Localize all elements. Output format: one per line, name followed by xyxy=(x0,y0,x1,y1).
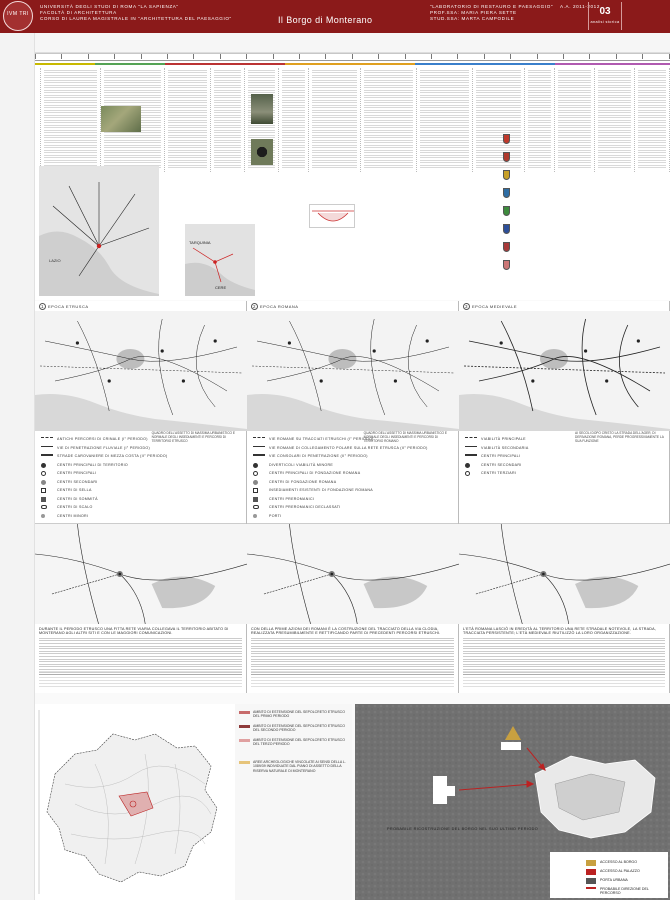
page-title: Il Borgo di Monterano xyxy=(278,15,373,25)
legend-symbol-icon xyxy=(41,488,46,493)
panel-heading xyxy=(39,303,89,310)
territory-road-map-svg xyxy=(459,311,670,431)
legend-label: INSEDIAMENTI ESISTENTI DI FONDAZIONE ROMANA xyxy=(269,488,373,492)
legend-symbol-icon xyxy=(41,437,53,441)
borgo-reconstruction-map xyxy=(355,704,670,900)
legend-label: CENTRI PREROMANICI xyxy=(269,496,315,501)
period-panel xyxy=(459,301,670,693)
bottom-section xyxy=(35,704,670,900)
legend-symbol-icon xyxy=(253,471,258,476)
legend-item xyxy=(251,495,454,504)
legend-item xyxy=(251,444,454,453)
legend-label: CENTRI DI SCALO xyxy=(57,505,93,509)
necropolis-legend-swatch xyxy=(239,761,250,764)
legend-item xyxy=(463,461,665,470)
ruler-tick xyxy=(35,54,36,59)
landscape-photo-1 xyxy=(101,106,141,132)
sheet-number: 03 xyxy=(599,6,611,17)
panel-description xyxy=(251,627,454,676)
legend-label: VIABILITÀ PRINCIPALE xyxy=(481,437,526,441)
period-color-line xyxy=(95,63,165,65)
legend-item xyxy=(39,469,242,478)
reconstruction-legend xyxy=(550,852,668,898)
reconstruction-legend-label: ACCESSO AL BORGO xyxy=(600,860,638,864)
legend-symbol-icon xyxy=(253,505,259,509)
necropolis-legend xyxy=(235,704,352,900)
map-label-cere: CERE xyxy=(215,285,227,290)
legend-label: DIVERTICOLI VIABILITÀ MINORE xyxy=(269,462,334,467)
ruler-tick xyxy=(88,54,89,59)
legend-label: CENTRI PRINCIPALI xyxy=(481,454,521,458)
coat-of-arms-icon xyxy=(503,206,510,216)
lab-block xyxy=(430,4,553,23)
necropolis-legend-swatch xyxy=(239,725,250,728)
reconstruction-legend-symbol-icon xyxy=(586,860,596,866)
timeline-text-lines xyxy=(598,70,631,170)
period-panels xyxy=(35,301,670,693)
legend-symbol-icon xyxy=(253,497,258,502)
legend-item xyxy=(251,469,454,478)
ruler-tick xyxy=(61,54,62,59)
legend-symbol-icon xyxy=(253,454,265,458)
legend-symbol-icon xyxy=(41,497,46,502)
timeline-text-column xyxy=(361,68,417,172)
ruler-tick xyxy=(669,54,670,59)
title-bar xyxy=(0,0,670,33)
legend-symbol-icon xyxy=(253,514,257,518)
ruler-tick xyxy=(114,54,115,59)
panel-description xyxy=(463,627,665,676)
university-seal-icon xyxy=(3,1,33,31)
ruler-tick xyxy=(352,54,353,59)
legend-label: CENTRI PRINCIPALI DI TERRITORIO xyxy=(57,462,128,467)
ruler-tick xyxy=(537,54,538,59)
legend-symbol-icon xyxy=(253,480,258,485)
necropolis-territory-map xyxy=(35,704,235,900)
legend-item xyxy=(39,444,242,453)
legend-label: CENTRI DI SELLA xyxy=(57,488,92,492)
reconstruction-legend-label: PROBABILE DIREZIONE DEL PERCORSO xyxy=(600,887,649,895)
territory-road-map-svg xyxy=(247,311,459,431)
university-name: UNIVERSITÀ DEGLI STUDI DI ROMA "LA SAPIENZA" xyxy=(40,4,179,9)
local-detail-map xyxy=(35,523,246,623)
legend-label: CENTRI MINORI xyxy=(57,513,89,518)
local-detail-map xyxy=(247,523,458,623)
legend-symbol-icon xyxy=(41,454,53,458)
timeline-text-column xyxy=(41,68,101,172)
necropolis-map-svg xyxy=(35,704,235,900)
timeline-text-column xyxy=(555,68,595,172)
panel-bibliography xyxy=(39,671,242,689)
reconstruction-legend-symbol-icon xyxy=(586,887,596,889)
academic-year: A.A. 2011-2012 xyxy=(560,4,600,9)
legend-label: CENTRI PRINCIPALI DI FONDAZIONE ROMANA xyxy=(269,471,361,475)
reconstruction-legend-symbol-icon xyxy=(586,869,596,875)
coat-of-arms-icon xyxy=(503,170,510,180)
legend-item xyxy=(251,512,454,521)
coat-of-arms-icon xyxy=(503,260,510,270)
legend-label: CENTRI TERZIARI xyxy=(481,471,517,475)
legend-item xyxy=(251,452,454,461)
necropolis-legend-swatch xyxy=(239,711,250,714)
timeline-text-lines xyxy=(168,70,207,170)
legend-label: VIE ROMANE DI COLLEGAMENTO POLARE SULLA RETE ETRUSCA (II° PERIODO) xyxy=(269,445,428,450)
ruler-tick xyxy=(589,54,590,59)
panel-legend xyxy=(39,435,242,520)
legend-item xyxy=(39,503,242,512)
legend-label: CENTRI PREROMANICI DECLASSATI xyxy=(269,505,341,509)
timeline-text-lines xyxy=(44,70,97,170)
legend-label: VIE DI PENETRAZIONE FLUVIALE (I° PERIODO) xyxy=(57,445,151,450)
legend-label: VIABILITÀ SECONDARIA xyxy=(481,445,529,450)
coat-of-arms-icon xyxy=(503,224,510,234)
legend-item xyxy=(251,486,454,495)
ruler-tick xyxy=(141,54,142,59)
ruler-tick xyxy=(299,54,300,59)
legend-item xyxy=(251,478,454,487)
coat-of-arms-icon xyxy=(503,242,510,252)
historical-timeline xyxy=(35,53,670,300)
necropolis-legend-item xyxy=(239,738,347,747)
reconstruction-title: PROBABILE RICOSTRUZIONE DEL BORGO NEL SUO ULTIMO PERIODO xyxy=(387,827,539,831)
panel-description-lead: DURANTE IL PERIODO ETRUSCO UNA FITTA RETE VIARIA COLLEGAVA IL TERRITORIO ABITATO DI MONTERANO AGLI ALTRI SITI E CON LE MAGGIORI COMUNICAZIONI. xyxy=(39,627,229,636)
ruler-tick xyxy=(273,54,274,59)
ruler-tick xyxy=(563,54,564,59)
legend-symbol-icon xyxy=(41,446,53,450)
period-color-line xyxy=(555,63,670,65)
necropolis-legend-item xyxy=(239,760,347,773)
coat-of-arms-icon xyxy=(503,134,510,144)
timeline-text-lines xyxy=(558,70,591,170)
legend-symbol-icon xyxy=(41,463,46,468)
ruler-tick xyxy=(484,54,485,59)
map-label-tarquinia: TARQUINIA xyxy=(189,240,211,245)
institution-block xyxy=(40,4,232,23)
legend-item xyxy=(39,512,242,521)
local-detail-map-svg xyxy=(247,524,459,624)
legend-item xyxy=(463,444,665,453)
necropolis-legend-label: AREE ARCHEOLOGICHE VINCOLATE AI SENSI DELLA L. 1089/39 INDIVIDUATE DAL PIANO DI ASSETTO DELLA RISERVA NATURALE DI MONTERANO xyxy=(253,760,346,773)
panel-bibliography xyxy=(463,671,665,689)
ruler-tick xyxy=(193,54,194,59)
legend-label: CENTRI SECONDARI xyxy=(57,479,98,484)
legend-label: CENTRI DI SOMMITÀ xyxy=(57,496,98,501)
legend-symbol-icon xyxy=(253,488,258,493)
legend-symbol-icon xyxy=(253,446,265,450)
period-color-line xyxy=(285,63,415,65)
legend-item xyxy=(39,478,242,487)
legend-item xyxy=(463,452,665,461)
legend-symbol-icon xyxy=(465,437,477,441)
section-drawing xyxy=(309,204,355,228)
coat-of-arms-icon xyxy=(503,152,510,162)
legend-symbol-icon xyxy=(465,471,470,476)
panel-note: QUADRO DELL'ASSETTO DI MASSIMA URBANISTICO E NORMALE DEGLI INSEDIAMENTI E PERCORSI DI TERRITORIO ETRUSCO xyxy=(151,431,236,444)
section-drawing-svg xyxy=(310,205,356,229)
timeline-text-lines xyxy=(476,70,521,170)
timeline-text-lines xyxy=(528,70,551,170)
ruler-tick xyxy=(457,54,458,59)
map-label-lazio: LAZIO xyxy=(49,258,61,263)
period-color-line xyxy=(415,63,555,65)
necropolis-legend-item xyxy=(239,724,347,733)
professor-name: PROF.SSA: MARIA PIERA SETTE xyxy=(430,10,517,16)
period-panel xyxy=(35,301,247,693)
left-margin xyxy=(0,33,35,900)
panel-title: EPOCA MEDIEVALE xyxy=(472,304,517,309)
timeline-text-column xyxy=(417,68,473,172)
ruler-tick xyxy=(642,54,643,59)
sheet-number-box xyxy=(588,2,622,30)
coat-of-arms-icon xyxy=(503,188,510,198)
necropolis-legend-label: AMBITO DI ESTENSIONE DEL SEPOLCRETO ETRUSCO DEL PRIMO PERIODO xyxy=(253,710,345,719)
necropolis-legend-label: AMBITO DI ESTENSIONE DEL SEPOLCRETO ETRUSCO DEL SECONDO PERIODO xyxy=(253,724,345,733)
panel-bibliography xyxy=(251,671,454,689)
legend-label: CENTRI PRINCIPALI xyxy=(57,471,97,475)
timeline-text-lines xyxy=(282,70,305,170)
ruins-photo-2 xyxy=(251,139,273,165)
ruins-photo-1 xyxy=(251,94,273,124)
necropolis-legend-swatch xyxy=(239,739,250,742)
necropolis-legend-item xyxy=(239,710,347,719)
ruler-tick xyxy=(616,54,617,59)
local-detail-map-svg xyxy=(35,524,247,624)
reconstruction-legend-label: PORTA URBANA xyxy=(600,878,628,882)
lab-name: "LABORATORIO DI RESTAURO E PAESAGGIO" xyxy=(430,4,554,9)
territory-road-map-svg xyxy=(35,311,247,431)
panel-description-lead: L'ETÀ ROMANA LASCIÒ IN EREDITÀ AL TERRITORIO UNA RETE STRADALE NOTEVOLE, LA STRADA, TRACCIATA PERSISTENTE; L'ETÀ MEDIEVALE RIUTILIZZÒ LA LORO ORGANIZZAZIONE. xyxy=(463,627,657,636)
legend-label: VIE ROMANE SU TRACCIATI ETRUSCHI (I° PERIODO) xyxy=(269,437,374,441)
territory-road-map xyxy=(459,311,669,431)
panel-title: EPOCA ROMANA xyxy=(260,304,299,309)
course-name: CORSO DI LAUREA MAGISTRALE IN "ARCHITETTURA DEL PAESAGGIO" xyxy=(40,16,232,22)
ruler-tick xyxy=(325,54,326,59)
timeline-text-column xyxy=(309,68,361,172)
territory-road-map xyxy=(247,311,458,431)
timeline-text-lines xyxy=(214,70,241,170)
legend-item xyxy=(463,469,665,478)
legend-symbol-icon xyxy=(253,437,265,441)
period-panel xyxy=(247,301,459,693)
ruler-tick xyxy=(378,54,379,59)
reconstruction-legend-label: ACCESSO AL PALAZZO xyxy=(600,869,640,873)
timeline-text-column xyxy=(473,68,525,172)
ruler-tick xyxy=(510,54,511,59)
ruler-tick xyxy=(405,54,406,59)
timeline-text-lines xyxy=(312,70,357,170)
legend-label: PORTI xyxy=(269,513,282,518)
legend-item xyxy=(39,461,242,470)
legend-label: STRADE CAROVANIERE DI MEZZA COSTA (II° PERIODO) xyxy=(57,454,168,458)
italy-region-map xyxy=(39,166,159,296)
tarquinia-map-svg xyxy=(185,224,255,296)
legend-item xyxy=(39,495,242,504)
legend-symbol-icon xyxy=(41,505,47,509)
timeline-text-lines xyxy=(364,70,413,170)
timeline-text-column xyxy=(279,68,309,172)
period-color-line xyxy=(165,63,285,65)
sheet-label: analisi storica xyxy=(590,20,620,24)
timeline-text-lines xyxy=(420,70,469,170)
panel-number: 1 xyxy=(40,304,44,309)
legend-label: VIE CONSOLARI DI PENETRAZIONE (II° PERIODO) xyxy=(269,454,368,458)
ruler-tick xyxy=(220,54,221,59)
panel-heading xyxy=(463,303,517,310)
legend-symbol-icon xyxy=(41,471,46,476)
panel-note: AI SECOLI DOPO CRISTO LA STRADA DELL'AGER, DI DERIVAZIONE ROMANA, PERDE PROGRESSIVAMENTE LA SUA FUNZIONE xyxy=(575,431,664,444)
top-strip xyxy=(35,33,670,53)
panel-description-lead: CON DELLA PRIME AZIONI DEI ROMANI È LA COSTRUZIONE DEL TRACCIATO DELLA VIA CLODIA, REALIZZATA PRESUMIBILMENTE E RETTIFICANDO PARTE DI PRECEDENTI PERCORSI ETRUSCHI. xyxy=(251,627,441,636)
panel-title: EPOCA ETRUSCA xyxy=(48,304,89,309)
italy-region-map-svg xyxy=(39,166,159,296)
panel-number: 2 xyxy=(252,304,256,309)
legend-label: CENTRI DI FONDAZIONE ROMANA xyxy=(269,479,337,484)
panel-heading xyxy=(251,303,298,310)
timeline-text-lines xyxy=(638,70,666,170)
panel-number: 3 xyxy=(464,304,468,309)
tarquinia-map xyxy=(185,224,255,296)
timeline-text-column xyxy=(525,68,555,172)
ruler-tick xyxy=(167,54,168,59)
ruler-tick xyxy=(246,54,247,59)
territory-road-map xyxy=(35,311,246,431)
legend-label: ANTICHI PERCORSI DI CRINALE (I° PERIODO) xyxy=(57,437,148,441)
timeline-text-column xyxy=(211,68,245,172)
local-detail-map-svg xyxy=(459,524,670,624)
legend-symbol-icon xyxy=(465,463,470,468)
student-name: STUD.SSA: MARTA CAMPODILE xyxy=(430,16,515,22)
legend-label: CENTRI SECONDARI xyxy=(481,462,522,467)
legend-symbol-icon xyxy=(253,463,258,468)
legend-item xyxy=(39,452,242,461)
legend-item xyxy=(39,486,242,495)
period-color-line xyxy=(35,63,95,65)
legend-symbol-icon xyxy=(41,514,45,518)
panel-note: QUADRO DELL'ASSETTO DI MASSIMA URBANISTICO E NORMALE DEGLI INSEDIAMENTI E PERCORSI DI TERRITORIO ROMANO xyxy=(363,431,448,444)
timeline-text-column xyxy=(165,68,211,172)
timeline-text-column xyxy=(595,68,635,172)
legend-symbol-icon xyxy=(41,480,46,485)
legend-symbol-icon xyxy=(465,446,477,450)
legend-symbol-icon xyxy=(465,454,477,458)
legend-item xyxy=(251,503,454,512)
legend-item xyxy=(251,461,454,470)
faculty-name: FACOLTÀ DI ARCHITETTURA xyxy=(40,10,117,16)
reconstruction-legend-symbol-icon xyxy=(586,878,596,884)
seal-text: IVM TRI xyxy=(7,11,29,17)
timeline-text-column xyxy=(635,68,670,172)
panel-legend xyxy=(251,435,454,520)
ruler-tick xyxy=(431,54,432,59)
panel-description xyxy=(39,627,242,676)
necropolis-legend-label: AMBITO DI ESTENSIONE DEL SEPOLCRETO ETRUSCO DEL TERZO PERIODO xyxy=(253,738,345,747)
local-detail-map xyxy=(459,523,669,623)
